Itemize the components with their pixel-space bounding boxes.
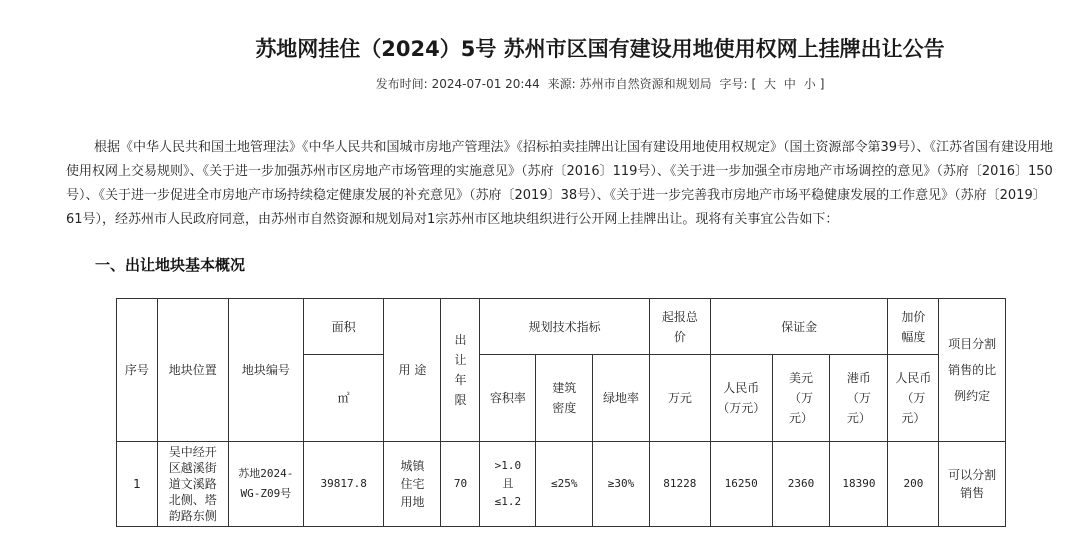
font-size-medium-link[interactable]: 中 <box>783 77 796 91</box>
header-start-price-unit: 万元 <box>649 355 710 442</box>
cell-far: >1.0 且 ≤1.2 <box>480 442 536 527</box>
cell-split-sale: 可以分割 销售 <box>939 442 1006 527</box>
cell-usd: 2360 <box>772 442 830 527</box>
cell-green: ≥30% <box>593 442 650 527</box>
cell-density: ≤25% <box>536 442 593 527</box>
cell-term: 70 <box>441 442 480 527</box>
header-usage: 用 途 <box>384 299 441 442</box>
cell-start-price: 81228 <box>649 442 710 527</box>
header-far: 容积率 <box>480 355 536 442</box>
article-meta <box>0 75 1080 92</box>
cell-area: 39817.8 <box>303 442 384 527</box>
source: 苏州市自然资源和规划局 <box>579 77 712 91</box>
header-usd: 美元 （万 元） <box>772 355 830 442</box>
cell-rmb: 16250 <box>710 442 772 527</box>
header-parcel-no: 地块编号 <box>228 299 303 442</box>
header-hkd: 港币 （万 元） <box>830 355 888 442</box>
table-row <box>117 442 1006 527</box>
header-seq: 序号 <box>117 299 158 442</box>
bracket-close: ] <box>819 77 825 91</box>
header-area: 面积 <box>303 299 384 355</box>
page-title: 苏地网挂住（2024）5号 苏州市区国有建设用地使用权网上挂牌出让公告 <box>255 37 945 61</box>
land-table <box>116 298 1006 527</box>
header-area-unit: ㎡ <box>303 355 384 442</box>
cell-hkd: 18390 <box>830 442 888 527</box>
bracket-open: [ <box>751 77 757 91</box>
font-size-small-link[interactable]: 小 <box>803 77 816 91</box>
font-size-large-link[interactable]: 大 <box>764 77 777 91</box>
header-start-price: 起报总 价 <box>649 299 710 355</box>
header-density: 建筑 密度 <box>536 355 593 442</box>
header-location: 地块位置 <box>157 299 228 442</box>
intro-paragraph: 根据《中华人民共和国土地管理法》《中华人民共和国城市房地产管理法》《招标拍卖挂牌出让国有建设用地使用权规定》（国土资源部令第39号）、《江苏省国有建设用地使用权网上交易规则》、《关于进一步加强苏州市区房地产市场管理的实施意见》（苏府〔2016〕119号）、《关于进一步加强全市房地产市场调控的意见》（苏府〔2016〕150号）、《关于进一步促进全市房地产市场持续稳定健康发展的补充意见》（苏府〔2019〕38号）、《关于进一步完善我市房地产市场平稳健康发展的工作意见》（苏府〔2019〕61号），经苏州市人民政府同意，由苏州市自然资源和规划局对1宗苏州市区地块组织进行公开网上挂牌出让。现将有关事宜公告如下： <box>66 140 1054 227</box>
font-size-label: 字号: <box>719 77 748 91</box>
cell-seq: 1 <box>117 442 158 527</box>
section-heading: 一、出让地块基本概况 <box>95 256 246 274</box>
header-rmb: 人民币 （万元） <box>710 355 772 442</box>
cell-location: 吴中经开 区越溪街 道文溪路 北侧、塔 韵路东侧 <box>157 442 228 527</box>
header-planning: 规划技术指标 <box>480 299 649 355</box>
cell-usage: 城镇 住宅 用地 <box>384 442 441 527</box>
header-green: 绿地率 <box>593 355 650 442</box>
publish-time: 2024-07-01 20:44 <box>431 77 540 91</box>
header-increment: 加价 幅度 <box>888 299 939 355</box>
header-increment-unit: 人民币 （万 元） <box>888 355 939 442</box>
header-deposit: 保证金 <box>710 299 888 355</box>
header-term: 出 让 年 限 <box>441 299 480 442</box>
source-label: 来源: <box>547 77 576 91</box>
publish-time-label: 发布时间: <box>375 77 428 91</box>
cell-parcel-no: 苏地2024- WG-Z09号 <box>228 442 303 527</box>
header-split-sale: 项目分割 销售的比 例约定 <box>939 299 1006 442</box>
table-header-row <box>117 299 1006 355</box>
cell-increment: 200 <box>888 442 939 527</box>
